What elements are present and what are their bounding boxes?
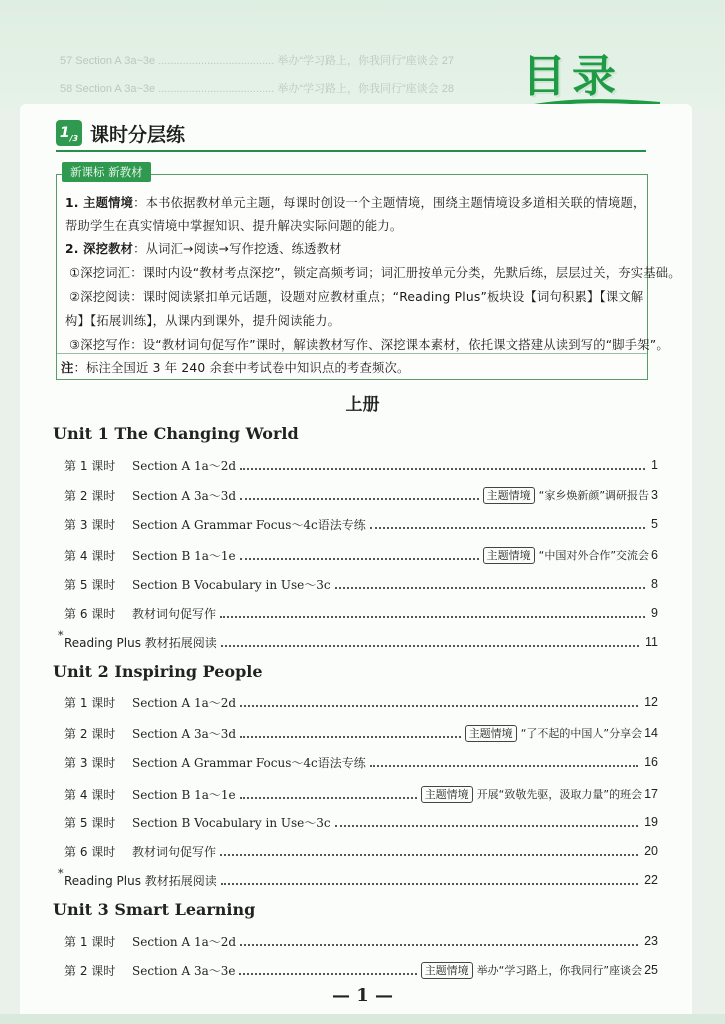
toc-entry[interactable] bbox=[64, 784, 658, 804]
unit-heading: Unit 3 Smart Learning bbox=[53, 900, 256, 919]
intro-box bbox=[56, 174, 681, 380]
lesson-topic: 语法专练 bbox=[317, 755, 366, 770]
lesson-label: 第 1 课时 bbox=[64, 458, 116, 473]
lesson-label: 第 2 课时 bbox=[64, 963, 116, 978]
theme-description: “家乡焕新颜”调研报告 bbox=[538, 489, 650, 502]
lesson-label: 第 2 课时 bbox=[64, 726, 116, 741]
theme-tag: 主题情境 bbox=[421, 786, 473, 803]
section-label: Section A 1a～2d bbox=[132, 695, 237, 710]
dot-leader bbox=[240, 497, 479, 500]
lesson-label: 第 4 课时 bbox=[64, 787, 116, 802]
dot-leader bbox=[240, 467, 645, 470]
intro-line: ①深挖词汇：课时内设“教材考点深挖”，锁定高频考词；词汇册按单元分类，先默后练，层层过关，夯实基础。 bbox=[69, 266, 681, 280]
toc-entry[interactable] bbox=[58, 629, 658, 652]
lesson-label: 第 3 课时 bbox=[64, 755, 116, 770]
section-label: Section B 1a～1e bbox=[132, 548, 236, 563]
section-title: 课时分层练 bbox=[90, 124, 186, 146]
unit-heading: Unit 1 The Changing World bbox=[53, 424, 299, 443]
toc-entry[interactable] bbox=[64, 841, 658, 861]
section-label: Section A 1a～2d bbox=[132, 934, 237, 949]
toc-entry[interactable] bbox=[58, 867, 658, 890]
page-ref: 17 bbox=[644, 787, 658, 801]
page-ref: 16 bbox=[644, 755, 658, 769]
dot-leader bbox=[240, 704, 638, 707]
dot-leader bbox=[239, 972, 416, 975]
section-label: Section B Vocabulary in Use～3c bbox=[132, 577, 331, 592]
lesson-label: 第 6 课时 bbox=[64, 606, 116, 621]
lesson-label: Reading Plus 教材拓展阅读 bbox=[64, 873, 217, 888]
theme-description: “中国对外合作”交流会 bbox=[538, 549, 650, 562]
page-ref: 23 bbox=[644, 934, 658, 948]
page-ref: 11 bbox=[645, 635, 658, 649]
lesson-topic: 教材词句促写作 bbox=[132, 844, 217, 859]
lesson-label: 第 2 课时 bbox=[64, 488, 116, 503]
dot-leader bbox=[240, 796, 417, 799]
page-ref: 12 bbox=[644, 695, 658, 709]
theme-description: “了不起的中国人”分享会 bbox=[520, 727, 643, 740]
page-ref: 14 bbox=[644, 726, 658, 740]
dot-leader bbox=[335, 824, 638, 827]
intro-tag: 新课标 新教材 bbox=[62, 162, 151, 182]
bottom-bar bbox=[0, 1014, 725, 1024]
intro-line: ②深挖阅读：课时阅读紧扣单元话题，设题对应教材重点；“Reading Plus”板块设【词句积累】【课文解 bbox=[69, 290, 644, 304]
dot-leader bbox=[240, 943, 638, 946]
dot-leader bbox=[221, 882, 638, 885]
dot-leader bbox=[220, 615, 645, 618]
dot-leader bbox=[220, 853, 638, 856]
toc-title: 目录 bbox=[522, 51, 622, 102]
toc-entry[interactable] bbox=[64, 514, 658, 534]
section-label: Section A 1a～2d bbox=[132, 458, 237, 473]
theme-tag: 主题情境 bbox=[465, 725, 517, 742]
section-label: Section B Vocabulary in Use～3c bbox=[132, 815, 331, 830]
page-ref: 8 bbox=[651, 577, 658, 591]
theme-tag: 主题情境 bbox=[483, 487, 535, 504]
toc-entry[interactable] bbox=[64, 723, 658, 743]
faded-backprint-line: 57 Section A 3a~3e ...................................... 举办“学习路上，你我同行”座谈会 27 bbox=[60, 55, 454, 67]
lesson-label: 第 1 课时 bbox=[64, 934, 116, 949]
toc-entry[interactable] bbox=[64, 485, 658, 505]
dot-leader bbox=[335, 586, 645, 589]
dot-leader bbox=[370, 526, 645, 529]
section-label: Section B 1a～1e bbox=[132, 787, 236, 802]
theme-description: 开展“致敬先驱，汲取力量”的班会 bbox=[476, 788, 643, 801]
toc-entry[interactable] bbox=[64, 812, 658, 832]
lesson-label: 第 6 课时 bbox=[64, 844, 116, 859]
lesson-label: 第 1 课时 bbox=[64, 695, 116, 710]
lesson-label: 第 3 课时 bbox=[64, 517, 116, 532]
intro-line: ③深挖写作：设“教材词句促写作”课时，解读教材写作、深挖课本素材，依托课文搭建从读到写的“脚手架”。 bbox=[69, 338, 669, 352]
dot-leader bbox=[240, 735, 461, 738]
section-label: Section A 3a～3d bbox=[132, 488, 237, 503]
divider bbox=[57, 353, 647, 354]
lesson-label: Reading Plus 教材拓展阅读 bbox=[64, 635, 217, 650]
lesson-label: 第 4 课时 bbox=[64, 548, 116, 563]
dot-leader bbox=[370, 764, 638, 767]
page-ref: 22 bbox=[644, 873, 658, 887]
intro-note: 注：标注全国近 3 年 240 余套中考试卷中知识点的考查频次。 bbox=[61, 361, 410, 375]
section-label: Section A Grammar Focus～4c bbox=[132, 755, 318, 770]
page-ref: 9 bbox=[651, 606, 658, 620]
section-label: Section A 3a～3d bbox=[132, 726, 237, 741]
lesson-label: 第 5 课时 bbox=[64, 577, 116, 592]
toc-entry[interactable] bbox=[64, 960, 658, 980]
toc-entry[interactable] bbox=[64, 692, 658, 712]
lesson-topic: 语法专练 bbox=[317, 517, 366, 532]
dot-leader bbox=[240, 557, 479, 560]
toc-entry[interactable] bbox=[64, 455, 658, 475]
intro-line: 2. 深挖教材：从词汇→阅读→写作挖透、练透教材 bbox=[65, 242, 342, 256]
page-ref: 6 bbox=[651, 548, 658, 562]
volume-heading: 上册 bbox=[345, 395, 380, 415]
section-header bbox=[56, 118, 646, 152]
page-ref: 19 bbox=[644, 815, 658, 829]
lesson-topic: 教材词句促写作 bbox=[132, 606, 217, 621]
page-ref: 20 bbox=[644, 844, 658, 858]
toc-entry[interactable] bbox=[64, 545, 658, 565]
section-label: Section A Grammar Focus～4c bbox=[132, 517, 318, 532]
toc-entry[interactable] bbox=[64, 574, 658, 594]
theme-description: 举办“学习路上，你我同行”座谈会 bbox=[476, 964, 643, 977]
page-ref: 1 bbox=[651, 458, 658, 472]
section-badge: $1_{/3}$ bbox=[56, 120, 82, 146]
toc-entry[interactable] bbox=[64, 752, 658, 772]
page-ref: 25 bbox=[644, 963, 658, 977]
theme-tag: 主题情境 bbox=[421, 962, 473, 979]
faded-backprint-line: 58 Section A 3a~3e ...................................... 举办“学习路上，你我同行”座谈会 28 bbox=[60, 83, 454, 95]
theme-tag: 主题情境 bbox=[483, 547, 535, 564]
page-number: — 1 — bbox=[331, 985, 394, 1006]
toc-entry[interactable] bbox=[64, 603, 658, 623]
lesson-label: 第 5 课时 bbox=[64, 815, 116, 830]
section-label: Section A 3a～3e bbox=[132, 963, 236, 978]
toc-title-block bbox=[522, 40, 627, 110]
intro-line: 构】【拓展训练】，从课内到课外，提升阅读能力。 bbox=[65, 314, 341, 328]
page-ref: 3 bbox=[651, 488, 658, 502]
intro-line: 帮助学生在真实情境中掌握知识、提升解决实际问题的能力。 bbox=[65, 219, 403, 233]
star-icon: * bbox=[58, 867, 64, 880]
unit-heading: Unit 2 Inspiring People bbox=[53, 662, 263, 681]
toc-entry[interactable] bbox=[64, 931, 658, 951]
page-ref: 5 bbox=[651, 517, 658, 531]
dot-leader bbox=[221, 644, 639, 647]
star-icon: * bbox=[58, 629, 64, 642]
intro-line: 1. 主题情境：本书依据教材单元主题，每课时创设一个主题情境，围绕主题情境设多道相关联的情境题， bbox=[65, 196, 646, 210]
